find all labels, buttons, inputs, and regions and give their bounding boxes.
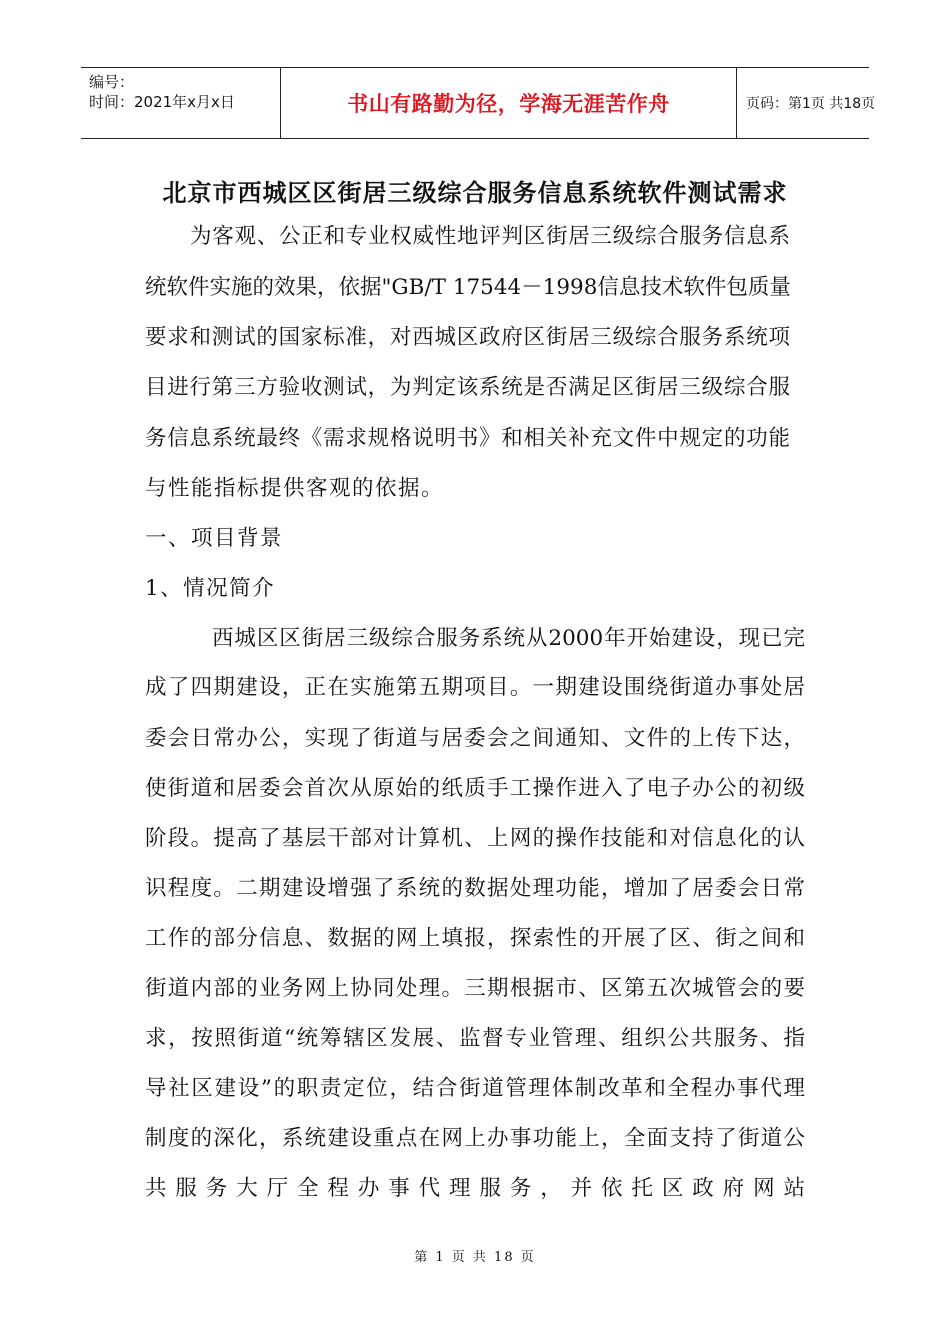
body-line-10: 成了四期建设，正在实施第五期项目。一期建设围绕街道办事处居 — [145, 675, 805, 700]
body-line-16: 街道内部的业务网上协同处理。三期根据市、区第五次城管会的要 — [145, 976, 805, 1001]
body-line-19: 制度的深化，系统建设重点在网上办事功能上，全面支持了街道公 — [145, 1126, 805, 1151]
body-line-15: 工作的部分信息、数据的网上填报，探索性的开展了区、街之间和 — [145, 926, 805, 951]
serial-number-label: 编号： — [89, 73, 135, 91]
body-line-6: 与性能指标提供客观的依据。 — [145, 476, 445, 501]
header-page-cell — [737, 68, 876, 138]
body-line-11: 委会日常办公，实现了街道与居委会之间通知、文件的上传下达， — [145, 726, 805, 751]
body-line-5: 务信息系统最终《需求规格说明书》和相关补充文件中规定的功能 — [145, 426, 790, 451]
body-line-9: 西城区区街居三级综合服务系统从2000年开始建设，现已完 — [212, 626, 805, 651]
motto-text: 书山有路勤为径，学海无涯苦作舟 — [347, 92, 670, 116]
section-heading: 一、项目背景 — [145, 526, 284, 551]
body-line-18: 导社区建设”的职责定位，结合街道管理体制改革和全程办事代理 — [145, 1076, 805, 1101]
body-line-3: 要求和测试的国家标准，对西城区政府区街居三级综合服务系统项 — [145, 325, 790, 350]
header-table — [81, 67, 876, 139]
body-line-2: 统软件实施的效果，依据"GB/T 17544－1998信息技术软件包质量 — [145, 275, 791, 300]
header-motto-cell — [281, 68, 737, 138]
body-line-14: 识程度。二期建设增强了系统的数据处理功能，增加了居委会日常 — [145, 876, 805, 901]
body-line-20: 共服务大厅全程办事代理服务，并依托区政府网站 — [145, 1176, 805, 1201]
header-meta-cell — [81, 68, 281, 138]
body-line-17: 求，按照街道“统筹辖区发展、监督专业管理、组织公共服务、指 — [145, 1026, 805, 1051]
page-info: 页码：第1页 共18页 — [746, 96, 876, 112]
body-line-4: 目进行第三方验收测试，为判定该系统是否满足区街居三级综合服 — [145, 375, 790, 400]
date-label: 时间：2021年x月x日 — [89, 93, 235, 111]
document-title: 北京市西城区区街居三级综合服务信息系统软件测试需求 — [162, 178, 788, 207]
body-line-12: 使街道和居委会首次从原始的纸质手工操作进入了电子办公的初级 — [145, 776, 805, 801]
subsection-heading: 1、情况简介 — [145, 576, 276, 601]
body-line-13: 阶段。提高了基层干部对计算机、上网的操作技能和对信息化的认 — [145, 826, 805, 851]
page-footer: 第 1 页 共 18 页 — [414, 1250, 536, 1265]
body-line-1: 为客观、公正和专业权威性地评判区街居三级综合服务信息系 — [190, 224, 790, 249]
